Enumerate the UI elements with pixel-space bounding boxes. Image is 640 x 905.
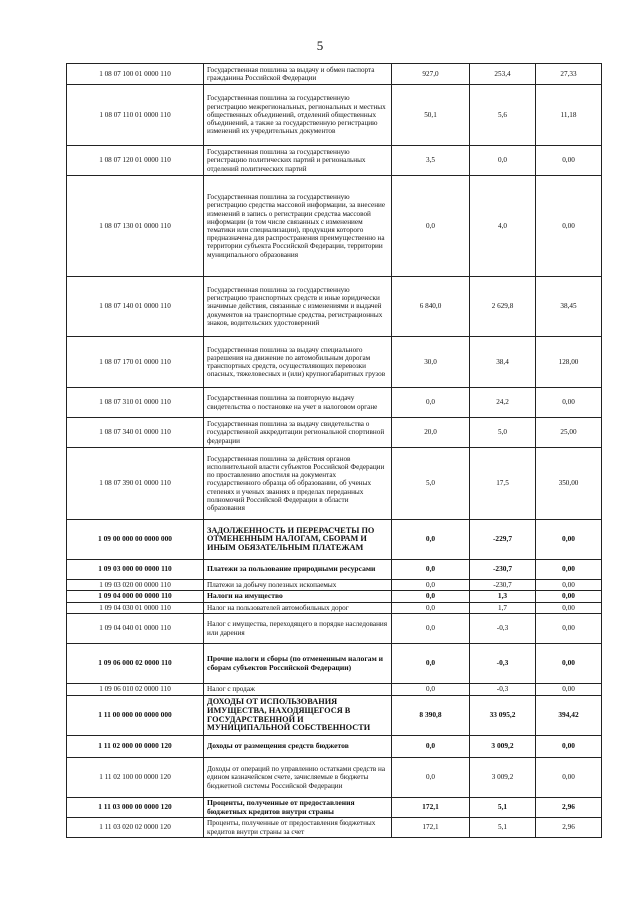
row-percent: 0,00 — [536, 684, 602, 696]
table-row — [67, 696, 602, 736]
page-number: 5 — [316, 38, 324, 53]
row-fact: 253,4 — [470, 64, 536, 85]
row-plan: 0,0 — [392, 603, 470, 614]
table-row — [67, 736, 602, 758]
row-name: Государственная пошлина за выдачу свидетельства о государственной аккредитации региональной спортивной федерации — [204, 418, 392, 448]
row-plan: 0,0 — [392, 591, 470, 603]
row-percent: 128,00 — [536, 337, 602, 388]
row-name: Доходы от операций по управлению остатками средств на едином казначейском счете, зачисляемые в бюджеты бюджетной системы Российской Федерации — [204, 758, 392, 798]
row-fact: 2 629,8 — [470, 277, 536, 337]
row-plan: 20,0 — [392, 418, 470, 448]
row-percent: 0,00 — [536, 176, 602, 277]
row-code: 1 09 04 000 00 0000 110 — [67, 591, 204, 603]
row-code: 1 09 00 000 00 0000 000 — [67, 520, 204, 560]
row-fact: 5,1 — [470, 818, 536, 838]
row-code: 1 08 07 170 01 0000 110 — [67, 337, 204, 388]
row-fact: -0,3 — [470, 614, 536, 644]
row-code: 1 08 07 130 01 0000 110 — [67, 176, 204, 277]
row-fact: 33 095,2 — [470, 696, 536, 736]
row-fact: -230,7 — [470, 560, 536, 580]
row-name: Налог на пользователей автомобильных дорог — [204, 603, 392, 614]
row-fact: 17,5 — [470, 448, 536, 520]
row-fact: 5,6 — [470, 85, 536, 146]
row-plan: 0,0 — [392, 580, 470, 591]
row-name: Государственная пошлина за государственную регистрацию политических партий и региональных отделений политических партий — [204, 146, 392, 176]
row-code: 1 11 02 000 00 0000 120 — [67, 736, 204, 758]
table-row — [67, 560, 602, 580]
row-percent: 0,00 — [536, 146, 602, 176]
row-code: 1 09 06 000 02 0000 110 — [67, 644, 204, 684]
row-name: Государственная пошлина за государственную регистрацию средства массовой информации, за внесение изменений в запись о регистрации средства массовой информации (в том числе связанных с изменением тематики или специализации), продукция которого предназначена для распространения преимущественно на территории субъекта Российской Федерации, территории муниципального образования — [204, 176, 392, 277]
row-percent: 0,00 — [536, 560, 602, 580]
table-row — [67, 176, 602, 277]
row-fact: 4,0 — [470, 176, 536, 277]
row-percent: 0,00 — [536, 388, 602, 418]
table-row — [67, 85, 602, 146]
row-code: 1 11 02 100 00 0000 120 — [67, 758, 204, 798]
table-row — [67, 64, 602, 85]
row-plan: 172,1 — [392, 798, 470, 818]
table-row — [67, 591, 602, 603]
row-name: Проценты, полученные от предоставления бюджетных кредитов внутри страны — [204, 798, 392, 818]
row-plan: 50,1 — [392, 85, 470, 146]
table-row — [67, 448, 602, 520]
row-code: 1 09 03 020 00 0000 110 — [67, 580, 204, 591]
row-name: Проценты, полученные от предоставления бюджетных кредитов внутри страны за счет — [204, 818, 392, 838]
row-code: 1 08 07 140 01 0000 110 — [67, 277, 204, 337]
row-plan: 3,5 — [392, 146, 470, 176]
row-percent: 38,45 — [536, 277, 602, 337]
row-code: 1 11 03 020 02 0000 120 — [67, 818, 204, 838]
row-plan: 30,0 — [392, 337, 470, 388]
row-fact: 5,1 — [470, 798, 536, 818]
row-name: Государственная пошлина за государственную регистрацию транспортных средств и иные юридически значимые действия, связанные с изменениями и выдачей документов на транспортные средства, регистрационных знаков, водительских удостоверений — [204, 277, 392, 337]
table-row — [67, 798, 602, 818]
table-row — [67, 684, 602, 696]
row-name: Налог с продаж — [204, 684, 392, 696]
row-code: 1 11 00 000 00 0000 000 — [67, 696, 204, 736]
row-fact: -230,7 — [470, 580, 536, 591]
row-fact: 38,4 — [470, 337, 536, 388]
row-fact: -0,3 — [470, 684, 536, 696]
row-name: Государственная пошлина за действия органов исполнительной власти субъектов Российской Федерации по проставлению апостиля на документах государственного образца об образовании, об ученых степенях и ученых званиях в пределах переданных полномочий Российской Федерации в области образования — [204, 448, 392, 520]
row-plan: 0,0 — [392, 614, 470, 644]
row-name: Платежи за добычу полезных ископаемых — [204, 580, 392, 591]
row-name: Государственная пошлина за повторную выдачу свидетельства о постановке на учет в налоговом органе — [204, 388, 392, 418]
table-row — [67, 146, 602, 176]
row-fact: 0,0 — [470, 146, 536, 176]
row-plan: 0,0 — [392, 684, 470, 696]
table-row — [67, 758, 602, 798]
row-name: Платежи за пользование природными ресурсами — [204, 560, 392, 580]
row-name: Налог с имущества, переходящего в порядке наследования или дарения — [204, 614, 392, 644]
row-plan: 8 390,8 — [392, 696, 470, 736]
row-percent: 0,00 — [536, 520, 602, 560]
table-row — [67, 603, 602, 614]
row-fact: 3 009,2 — [470, 736, 536, 758]
row-percent: 27,33 — [536, 64, 602, 85]
row-percent: 0,00 — [536, 580, 602, 591]
table-row — [67, 277, 602, 337]
row-code: 1 11 03 000 00 0000 120 — [67, 798, 204, 818]
row-name: Государственная пошлина за государственную регистрацию межрегиональных, региональных и местных общественных объединений, отделений общественных объединений, а также за государственную регистрацию изменений их учредительных документов — [204, 85, 392, 146]
row-percent: 0,00 — [536, 644, 602, 684]
row-name: Налоги на имущество — [204, 591, 392, 603]
row-plan: 927,0 — [392, 64, 470, 85]
row-percent: 0,00 — [536, 614, 602, 644]
row-plan: 0,0 — [392, 388, 470, 418]
row-percent: 0,00 — [536, 758, 602, 798]
row-plan: 0,0 — [392, 176, 470, 277]
row-code: 1 09 04 040 01 0000 110 — [67, 614, 204, 644]
row-percent: 2,96 — [536, 818, 602, 838]
table-row — [67, 418, 602, 448]
row-code: 1 08 07 120 01 0000 110 — [67, 146, 204, 176]
row-plan: 0,0 — [392, 520, 470, 560]
row-percent: 0,00 — [536, 603, 602, 614]
row-percent: 11,18 — [536, 85, 602, 146]
row-code: 1 09 04 030 01 0000 110 — [67, 603, 204, 614]
row-plan: 6 840,0 — [392, 277, 470, 337]
row-percent: 0,00 — [536, 736, 602, 758]
row-fact: 1,3 — [470, 591, 536, 603]
row-code: 1 09 06 010 02 0000 110 — [67, 684, 204, 696]
row-code: 1 08 07 310 01 0000 110 — [67, 388, 204, 418]
row-name: Государственная пошлина за выдачу и обмен паспорта гражданина Российской Федерации — [204, 64, 392, 85]
budget-table-body — [67, 64, 602, 838]
row-percent: 394,42 — [536, 696, 602, 736]
row-name: ДОХОДЫ ОТ ИСПОЛЬЗОВАНИЯ ИМУЩЕСТВА, НАХОДЯЩЕГОСЯ В ГОСУДАРСТВЕННОЙ И МУНИЦИПАЛЬНОЙ СОБСТВЕННОСТИ — [204, 696, 392, 736]
table-row — [67, 818, 602, 838]
row-percent: 2,96 — [536, 798, 602, 818]
row-percent: 0,00 — [536, 591, 602, 603]
row-plan: 0,0 — [392, 758, 470, 798]
row-plan: 0,0 — [392, 560, 470, 580]
row-plan: 172,1 — [392, 818, 470, 838]
table-row — [67, 520, 602, 560]
row-fact: 5,0 — [470, 418, 536, 448]
table-row — [67, 580, 602, 591]
row-name: Прочие налоги и сборы (по отмененным налогам и сборам субъектов Российской Федерации) — [204, 644, 392, 684]
row-code: 1 08 07 390 01 0000 110 — [67, 448, 204, 520]
row-plan: 0,0 — [392, 644, 470, 684]
row-name: Государственная пошлина за выдачу специального разрешения на движение по автомобильным дорогам транспортных средств, осуществляющих перевозки опасных, тяжеловесных и (или) крупногабаритных грузов — [204, 337, 392, 388]
row-code: 1 09 03 000 00 0000 110 — [67, 560, 204, 580]
row-code: 1 08 07 110 01 0000 110 — [67, 85, 204, 146]
row-fact: 3 009,2 — [470, 758, 536, 798]
row-code: 1 08 07 100 01 0000 110 — [67, 64, 204, 85]
table-row — [67, 614, 602, 644]
row-fact: 1,7 — [470, 603, 536, 614]
budget-table — [66, 63, 602, 838]
table-row — [67, 337, 602, 388]
row-percent: 350,00 — [536, 448, 602, 520]
row-percent: 25,00 — [536, 418, 602, 448]
row-code: 1 08 07 340 01 0000 110 — [67, 418, 204, 448]
row-fact: -229,7 — [470, 520, 536, 560]
row-plan: 5,0 — [392, 448, 470, 520]
row-fact: -0,3 — [470, 644, 536, 684]
row-fact: 24,2 — [470, 388, 536, 418]
row-name: Доходы от размещения средств бюджетов — [204, 736, 392, 758]
table-row — [67, 388, 602, 418]
row-name: ЗАДОЛЖЕННОСТЬ И ПЕРЕРАСЧЕТЫ ПО ОТМЕНЕННЫМ НАЛОГАМ, СБОРАМ И ИНЫМ ОБЯЗАТЕЛЬНЫМ ПЛАТЕЖАМ — [204, 520, 392, 560]
row-plan: 0,0 — [392, 736, 470, 758]
table-row — [67, 644, 602, 684]
